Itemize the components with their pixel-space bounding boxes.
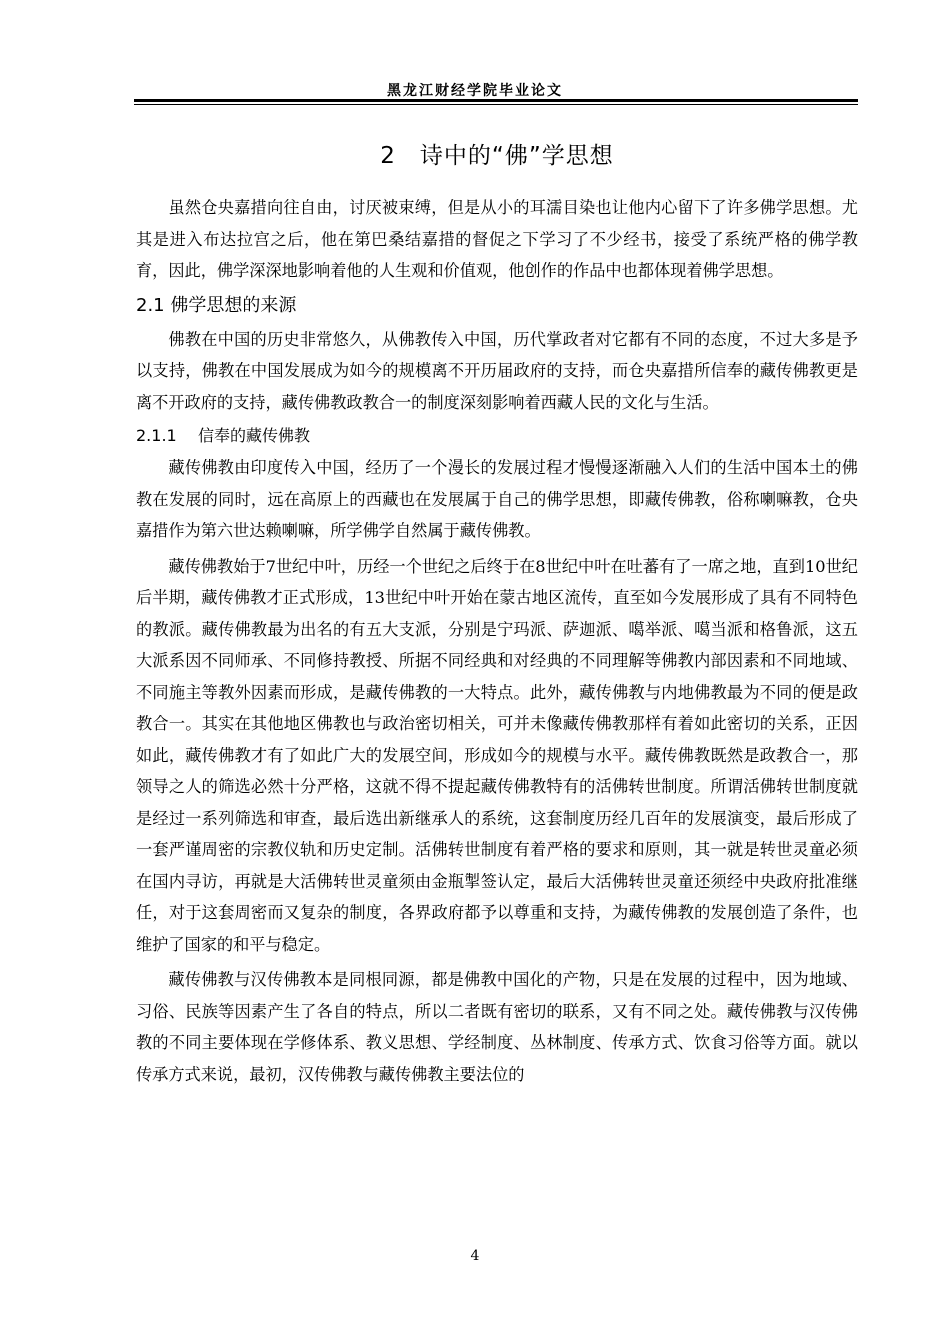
subsection-paragraph-1: 藏传佛教由印度传入中国，经历了一个漫长的发展过程才慢慢逐渐融入人们的生活中国本土的佛教在发展的同时，远在高原上的西藏也在发展属于自己的佛学思想，即藏传佛教，俗称喇嘛教，仓央嘉措作为第六世达赖喇嘛，所学佛学自然属于藏传佛教。 [136, 458, 858, 540]
intro-paragraph: 虽然仓央嘉措向往自由，讨厌被束缚，但是从小的耳濡目染也让他内心留下了许多佛学思想。尤其是进入布达拉宫之后，他在第巴桑结嘉措的督促之下学习了不少经书，接受了系统严格的佛学教育，因此，佛学深深地影响着他的人生观和价值观，他创作的作品中也都体现着佛学思想。 [136, 198, 858, 280]
chapter-title: 2 诗中的“佛”学思想 [380, 143, 614, 169]
header-rule-thick [134, 99, 858, 102]
header-rule-thin [134, 104, 858, 105]
section-2-1-paragraph: 佛教在中国的历史非常悠久，从佛教传入中国，历代掌政者对它都有不同的态度，不过大多是予以支持，佛教在中国发展成为如今的规模离不开历届政府的支持，而仓央嘉措所信奉的藏传佛教更是离不开政府的支持，藏传佛教政教合一的制度深刻影响着西藏人民的文化与生活。 [136, 329, 858, 412]
running-header: 黑龙江财经学院毕业论文 [387, 83, 563, 99]
subsection-paragraph-3: 藏传佛教与汉传佛教本是同根同源，都是佛教中国化的产物，只是在发展的过程中，因为地域、习俗、民族等因素产生了各自的特点，所以二者既有密切的联系，又有不同之处。藏传佛教与汉传佛教的不同主要体现在学修体系、教义思想、学经制度、丛林制度、传承方式、饮食习俗等方面。就以传承方式来说，最初，汉传佛教与藏传佛教主要法位的 [136, 970, 858, 1084]
section-heading-2-1: 2.1 佛学思想的来源 [136, 294, 297, 316]
page-body [136, 138, 858, 1090]
subsection-paragraph-2: 藏传佛教始于7世纪中叶，历经一个世纪之后终于在8世纪中叶在吐蕃有了一席之地，直到10世纪后半期，藏传佛教才正式形成，13世纪中叶开始在蒙古地区流传，直至如今发展形成了具有不同特色的教派。藏传佛教最为出名的有五大支派，分别是宁玛派、萨迦派、噶举派、噶当派和格鲁派，这五大派系因不同师承、不同修持教授、所据不同经典和对经典的不同理解等佛教内部因素和不同地域、不同施主等教外因素而形成，是藏传佛教的一大特点。此外，藏传佛教与内地佛教最为不同的便是政教合一。其实在其他地区佛教也与政治密切相关，可并未像藏传佛教那样有着如此密切的关系，正因如此，藏传佛教才有了如此广大的发展空间，形成如今的规模与水平。藏传佛教既然是政教合一，那领导之人的筛选必然十分严格，这就不得不提起藏传佛教特有的活佛转世制度。所谓活佛转世制度就是经过一系列筛选和审查，最后选出新继承人的系统，这套制度历经几百年的发展演变，最后形成了一套严谨周密的宗教仪轨和历史定制。活佛转世制度有着严格的要求和原则，其一就是转世灵童必须在国内寻访，再就是大活佛转世灵童须由金瓶掣签认定，最后大活佛转世灵童还须经中央政府批准继任，对于这套周密而又复杂的制度，各界政府都予以尊重和支持，为藏传佛教的发展创造了条件，也维护了国家的和平与稳定。 [136, 556, 858, 954]
subsection-number: 2.1.1 [136, 426, 177, 445]
subsection-heading-2-1-1 [136, 420, 858, 452]
subsection-title: 信奉的藏传佛教 [198, 426, 311, 445]
page-number: 4 [470, 1248, 480, 1264]
